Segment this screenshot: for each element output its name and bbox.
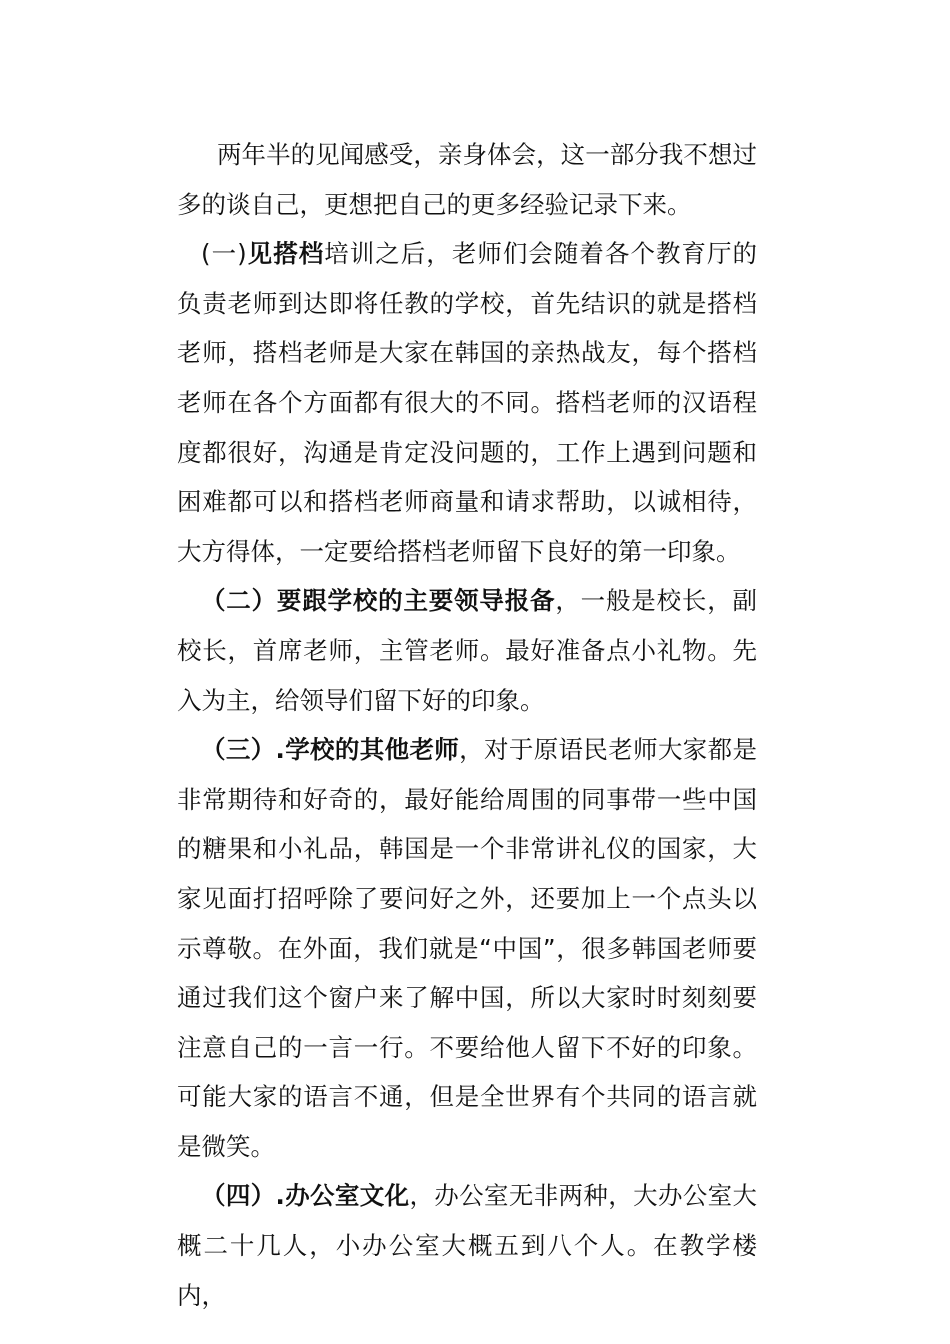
- paragraph-other-teachers: [177, 725, 757, 1171]
- paragraph-prefix: (一): [201, 239, 247, 269]
- paragraph-leadership: [177, 576, 757, 725]
- section-heading: （二）要跟学校的主要领导报备: [201, 586, 556, 616]
- paragraph-text: 两年半的见闻感受，亲身体会，这一部分我不想过多的谈自己，更想把自己的更多经验记录下来。: [177, 140, 757, 219]
- paragraph-office-culture: [177, 1171, 757, 1320]
- paragraph-intro: [177, 130, 757, 229]
- paragraph-text: ，对于原语民老师大家都是非常期待和好奇的，最好能给周围的同事带一些中国的糖果和小礼品，韩国是一个非常讲礼仪的国家，大家见面打招呼除了要问好之外，还要加上一个点头以示尊敬。在外面，我们就是“中国”，很多韩国老师要通过我们这个窗户来了解中国，所以大家时时刻刻要注意自己的一言一行。不要给他人留下不好的印象。可能大家的语言不通，但是全世界有个共同的语言就是微笑。: [177, 735, 757, 1161]
- section-heading: （三）.学校的其他老师: [201, 735, 460, 765]
- section-heading: （四）.办公室文化: [201, 1181, 410, 1211]
- paragraph-text: 培训之后，老师们会随着各个教育厅的负责老师到达即将任教的学校，首先结识的就是搭档老师，搭档老师是大家在韩国的亲热战友，每个搭档老师在各个方面都有很大的不同。搭档老师的汉语程度都很好，沟通是肯定没问题的，工作上遇到问题和困难都可以和搭档老师商量和请求帮助，以诚相待，大方得体，一定要给搭档老师留下良好的第一印象。: [177, 239, 758, 566]
- paragraph-text: ，一般是校长，副校长，首席老师，主管老师。最好准备点小礼物。先入为主，给领导们留下好的印象。: [177, 586, 758, 715]
- paragraph-text: ，办公室无非两种，大办公室大概二十几人，小办公室大概五到八个人。在教学楼内，: [177, 1181, 757, 1310]
- paragraph-partner: [177, 229, 757, 576]
- section-heading: 见搭档: [246, 239, 325, 269]
- document-body: [177, 130, 757, 1320]
